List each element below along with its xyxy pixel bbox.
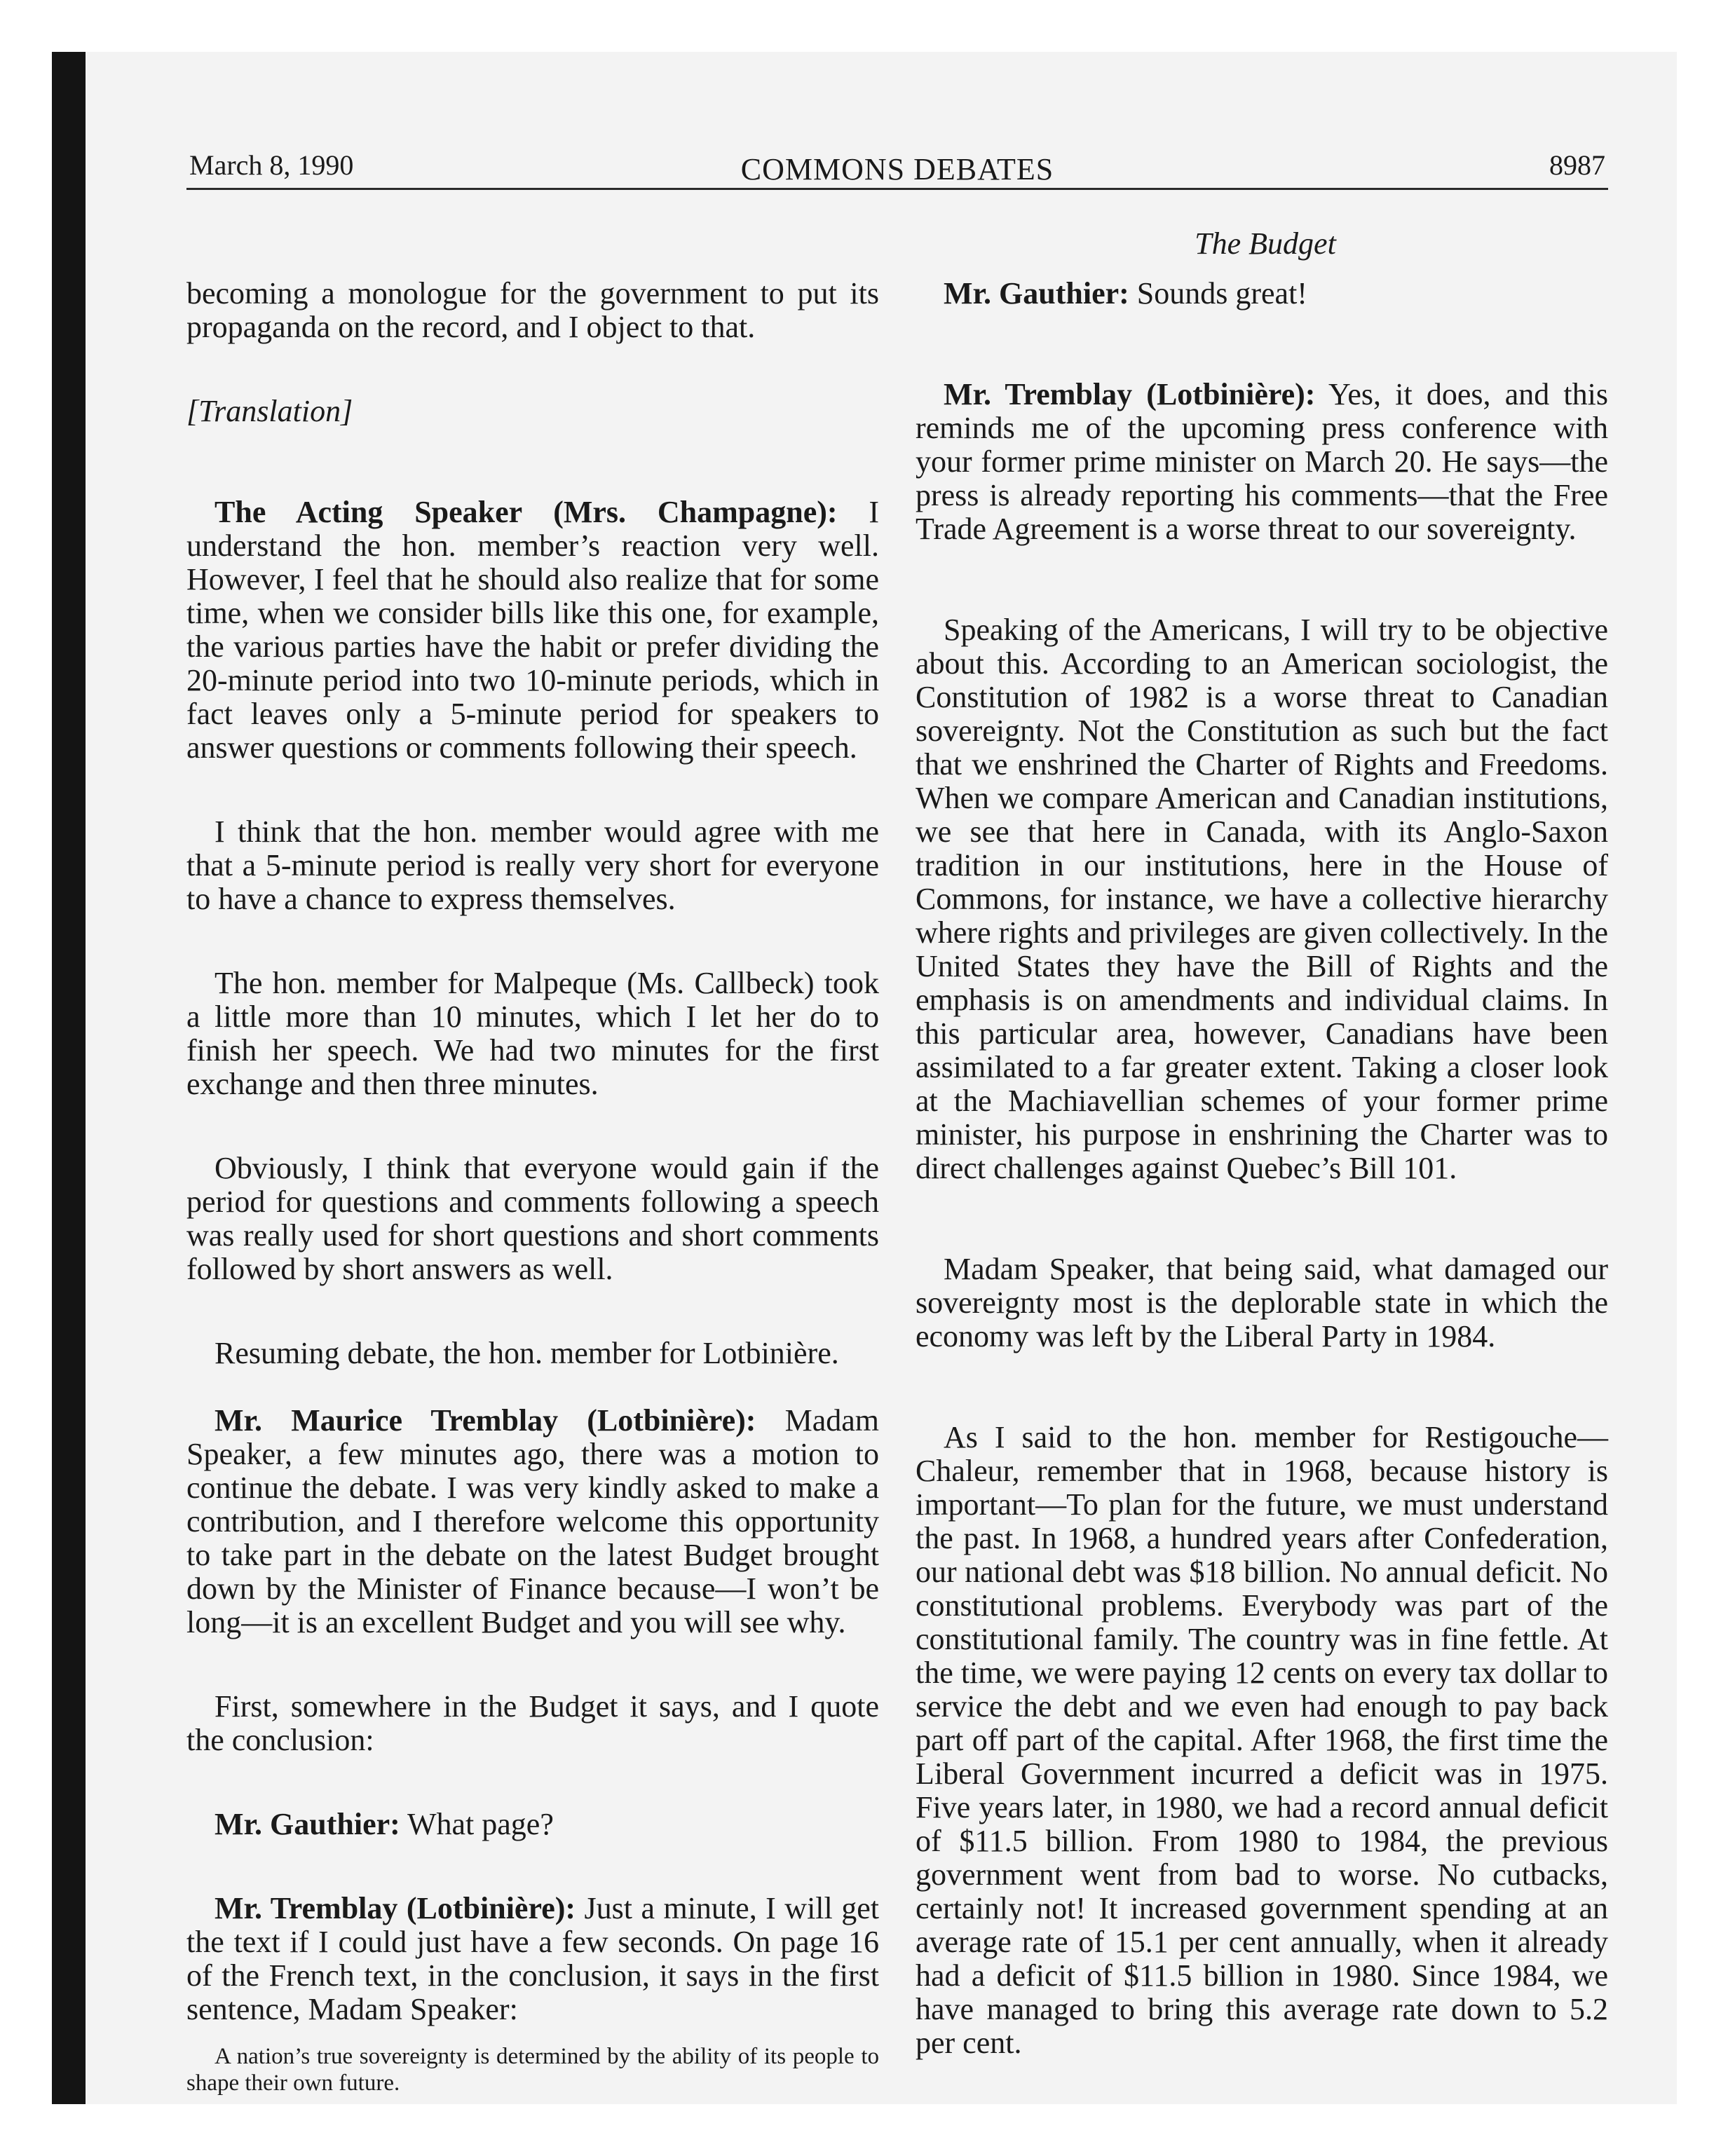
speech-text: Yes, it does, and this reminds me of the upcoming press conference with your former prime minister on March 20. He says—the press is already reporting his comments—that the Free Trade Agreement is a worse threat to our sovereignty. [916, 377, 1609, 546]
speaker-name: Mr. Tremblay (Lotbinière): [944, 377, 1316, 411]
paragraph: The hon. member for Malpeque (Ms. Callbeck) took a little more than 10 minutes, which I let her do to finish her speech. We had two minutes for the first exchange and then three minutes. [186, 966, 879, 1101]
translation-note: [Translation] [186, 394, 353, 428]
page-header [186, 144, 1608, 190]
speech-text: Sounds great! [1129, 276, 1307, 311]
speech-text: I understand the hon. member’s reaction very well. However, I feel that he should also realize that for some time, when we consider bills like this one, for example, the various parties have the habit or prefer dividing the 20-minute period into two 10-minute periods, which in fact leaves only a 5-minute period for speakers to answer questions or comments following their speech. [186, 495, 879, 765]
paragraph [916, 378, 1608, 546]
speech-text: Madam Speaker, a few minutes ago, there was a motion to continue the debate. I was very kindly asked to make a contribution, and I therefore welcome this opportunity to take part in the debate on the latest Budget brought down by the Minister of Finance because—I won’t be long—it is an excellent Budget and you will see why. [186, 1403, 880, 1639]
speech-text: Just a minute, I will get the text if I could just have a few seconds. On page 16 of the French text, in the conclusion, it says in the first sentence, Madam Speaker: [186, 1891, 879, 2026]
header-page-number: 8987 [1549, 149, 1605, 181]
paragraph [186, 1892, 879, 2026]
block-quote: A nation’s true sovereignty is determined by the ability of its people to shape their own future. [186, 2044, 879, 2096]
paragraph: I think that the hon. member would agree with me that a 5-minute period is really very short for everyone to have a chance to express themselves. [186, 814, 879, 916]
speaker-name: Mr. Gauthier: [944, 276, 1129, 311]
paragraph [916, 277, 1608, 311]
paragraph: Madam Speaker, that being said, what damaged our sovereignty most is the deplorable state in which the economy was left by the Liberal Party in 1984. [916, 1252, 1608, 1353]
left-column [186, 277, 879, 2096]
paragraph: becoming a monologue for the government to put its propaganda on the record, and I object to that. [186, 276, 879, 344]
paragraph [186, 1808, 879, 1841]
speaker-name: Mr. Gauthier: [215, 1807, 400, 1841]
right-column [916, 277, 1608, 2060]
speech-text: What page? [400, 1807, 554, 1841]
paragraph [186, 1404, 879, 1639]
speaker-name: Mr. Maurice Tremblay (Lotbinière): [215, 1403, 756, 1438]
binding-edge [52, 52, 86, 2104]
paragraph: Obviously, I think that everyone would gain if the period for questions and comments following a speech was really used for short questions and short comments followed by short answers as well. [186, 1151, 879, 1286]
paragraph: Resuming debate, the hon. member for Lotbinière. [215, 1336, 839, 1370]
paragraph: Speaking of the Americans, I will try to be objective about this. According to an American sociologist, the Constitution of 1982 is a worse threat to Canadian sovereignty. Not the Constitution as such but the fact that we enshrined the Charter of Rights and Freedoms. When we compare American and Canadian institutions, we see that here in Canada, with its Anglo-Saxon tradition in our institutions, here in the House of Commons, for instance, we have a collective hierarchy where rights and privileges are given collectively. In the United States they have the Bill of Rights and the emphasis is on amendments and individual claims. In this particular area, however, Canadians have been assimilated to a far greater extent. Taking a closer look at the Machiavellian schemes of your former prime minister, his purpose in enshrining the Charter was to direct challenges against Quebec’s Bill 101. [916, 613, 1609, 1185]
header-title: COMMONS DEBATES [740, 152, 1054, 186]
speaker-name: Mr. Tremblay (Lotbinière): [215, 1891, 576, 1925]
speaker-name: The Acting Speaker (Mrs. Champagne): [215, 495, 838, 529]
paragraph [186, 496, 879, 765]
header-date: March 8, 1990 [189, 149, 354, 181]
section-heading: The Budget [1195, 226, 1336, 261]
paragraph: First, somewhere in the Budget it says, and I quote the conclusion: [186, 1689, 879, 1757]
paragraph: As I said to the hon. member for Restigouche—Chaleur, remember that in 1968, because history is important—To plan for the future, we must understand the past. In 1968, a hundred years after Confederation, our national debt was $18 billion. No annual deficit. No constitutional problems. Everybody was part of the constitutional family. The country was in fine fettle. At the time, we were paying 12 cents on every tax dollar to service the debt and we even had enough to pay back part off part of the capital. After 1968, the first time the Liberal Government incurred a deficit was in 1975. Five years later, in 1980, we had a record annual deficit of $11.5 billion. From 1980 to 1984, the previous government went from bad to worse. No cutbacks, certainly not! It increased government spending at an average rate of 15.1 per cent annually, when it already had a deficit of $11.5 billion in 1980. Since 1984, we have managed to bring this average rate down to 5.2 per cent. [916, 1420, 1608, 2060]
